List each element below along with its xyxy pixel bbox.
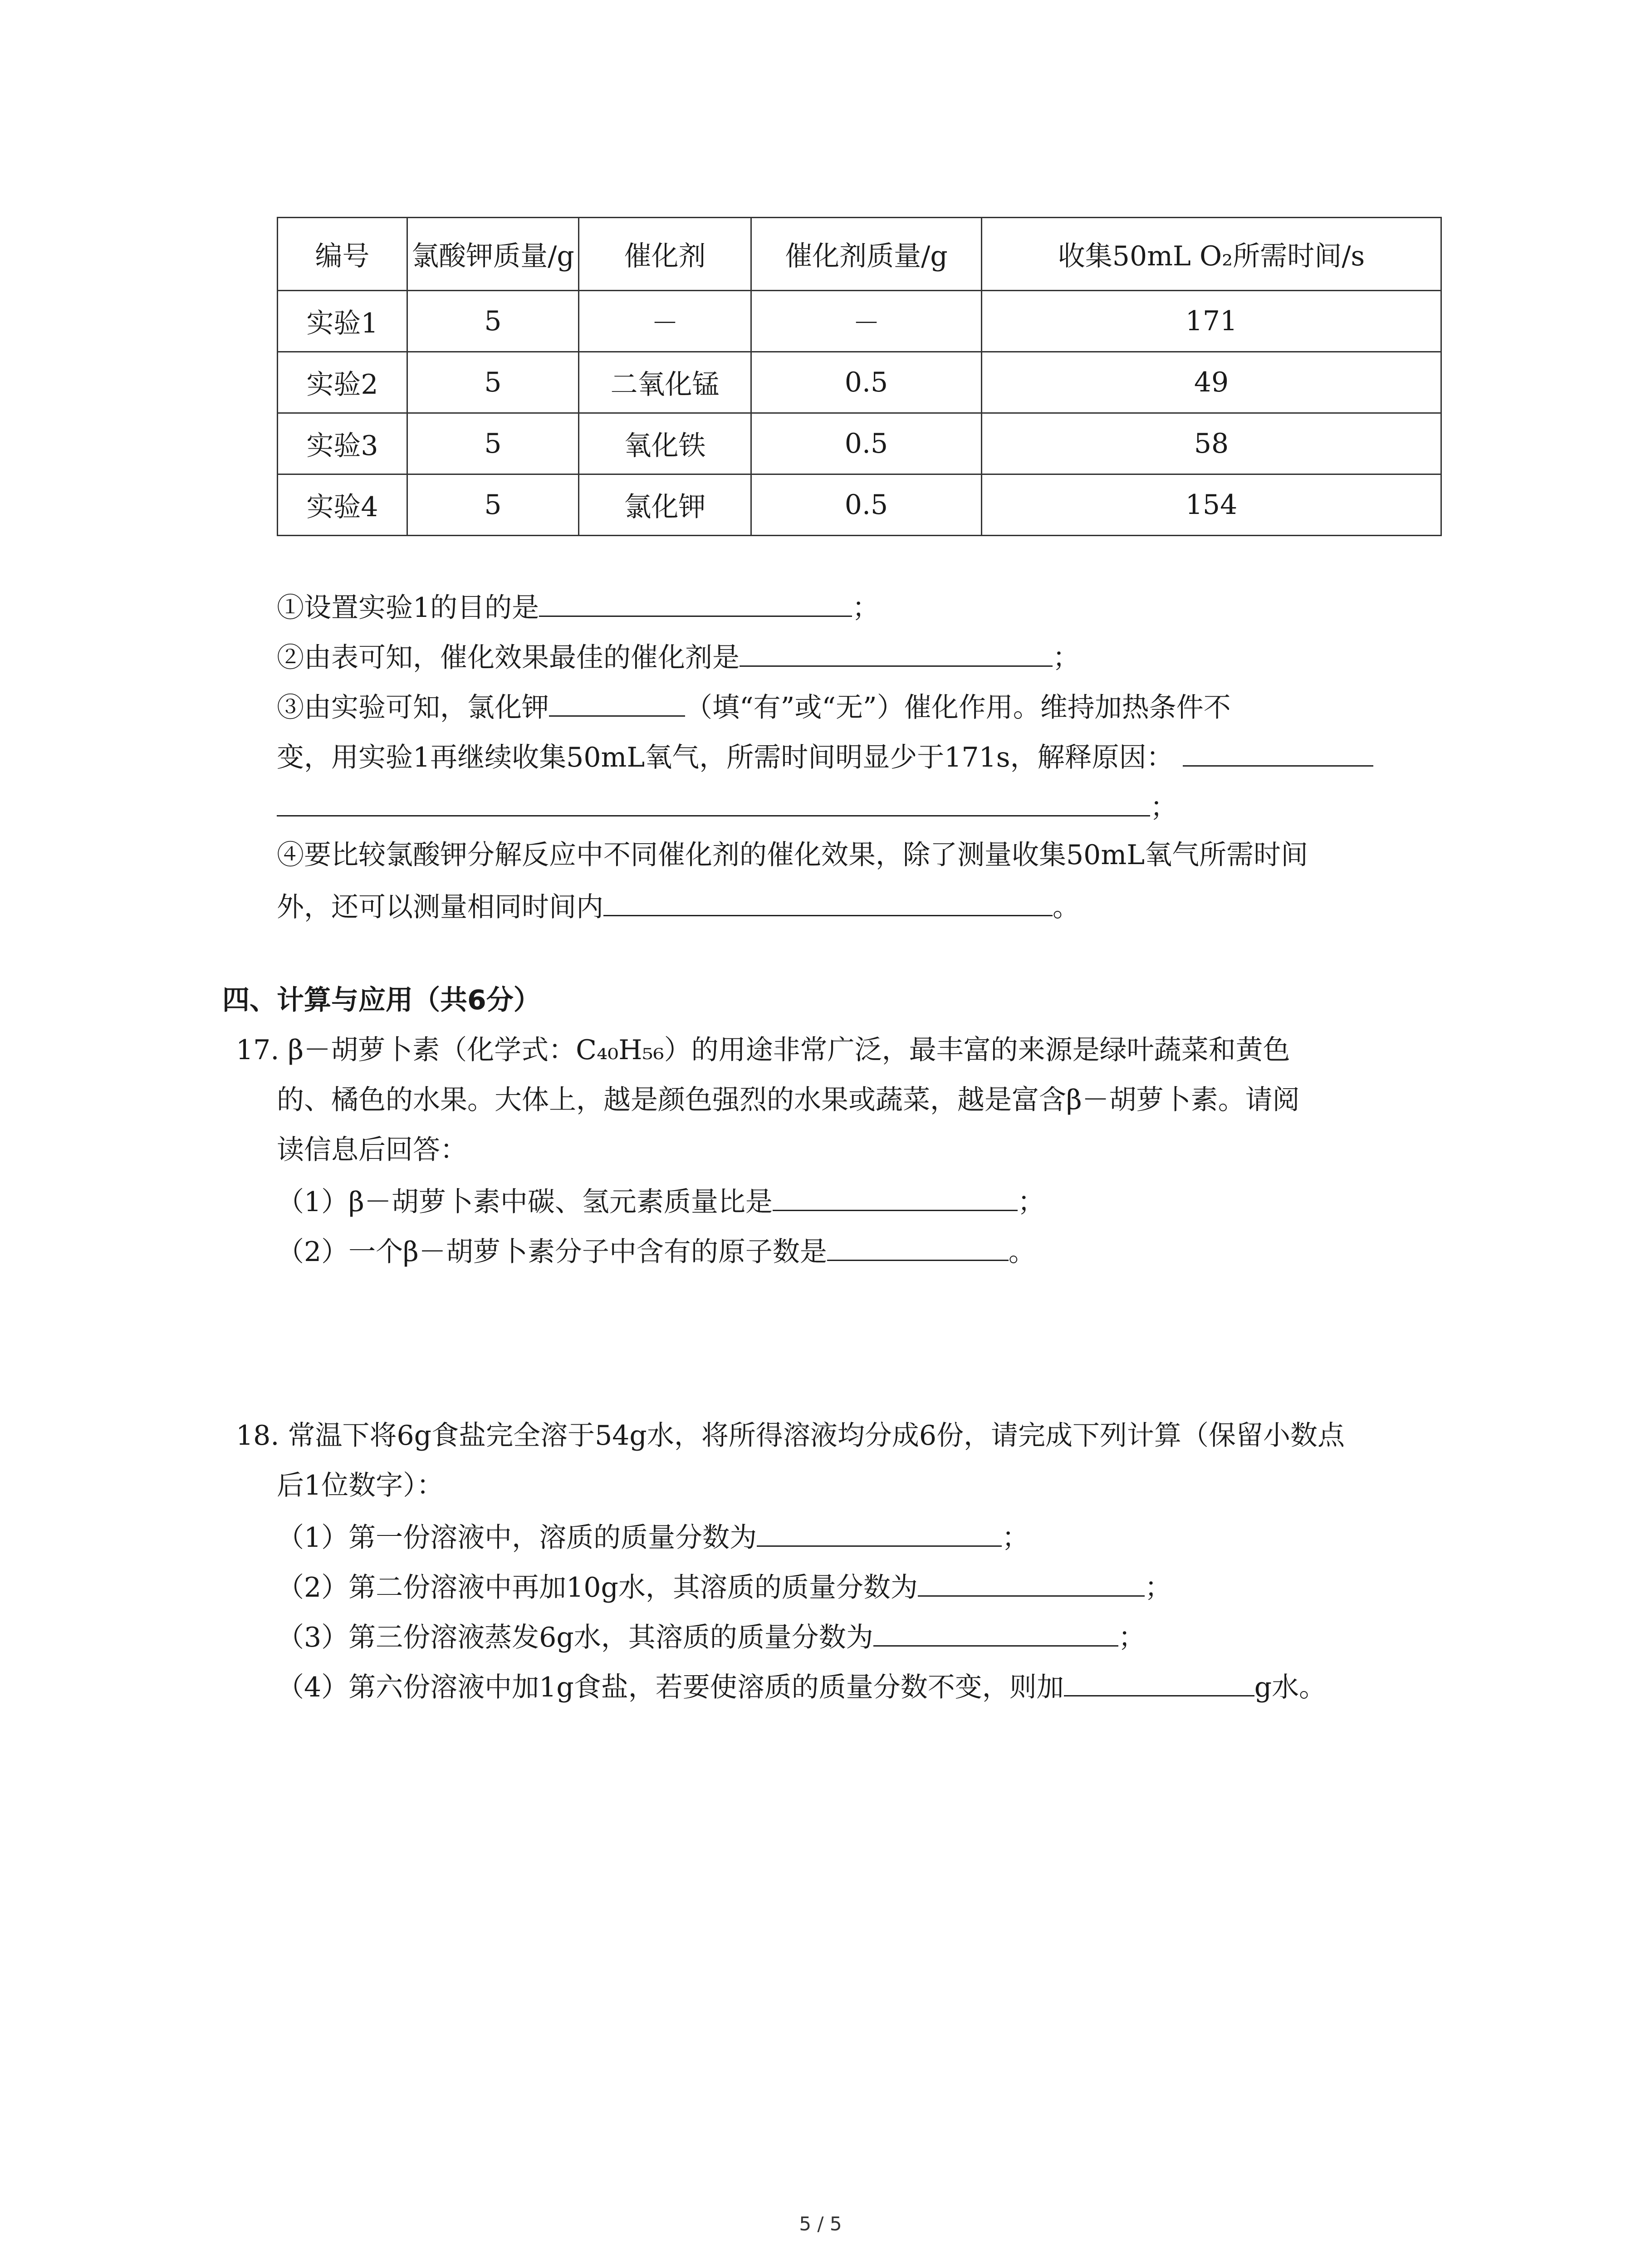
page-number: 5 / 5: [799, 2213, 842, 2235]
table-cell: 实验1: [278, 291, 407, 352]
table-header-row: [278, 218, 1441, 291]
q18-part1-text: （1）第一份溶液中，溶质的质量分数为: [277, 1522, 757, 1554]
q17-part2-text: （2）一个β－胡萝卜素分子中含有的原子数是: [277, 1236, 827, 1268]
table-cell: 氯化钾: [579, 474, 751, 536]
answer-blank[interactable]: [827, 1232, 1009, 1261]
q18-part1: [277, 1517, 1029, 1556]
q17-stem: 读信息后回答：: [277, 1134, 467, 1166]
answer-blank[interactable]: [603, 887, 1053, 916]
table-header-cell: 催化剂: [579, 218, 751, 291]
table-header-cell: 收集50mL O₂所需时间/s: [982, 218, 1441, 291]
table-row: [278, 352, 1441, 413]
punctuation: ；: [1017, 1186, 1045, 1218]
answer-blank[interactable]: [873, 1617, 1118, 1647]
punctuation: ；: [1150, 792, 1177, 823]
punctuation: ；: [852, 592, 880, 624]
q18-part2-text: （2）第二份溶液中再加10g水，其溶质的质量分数为: [277, 1572, 918, 1603]
table-header-cell: 催化剂质量/g: [751, 218, 982, 291]
q18-stem: 后1位数字）：: [277, 1470, 444, 1501]
q17-part1-text: （1）β－胡萝卜素中碳、氢元素质量比是: [277, 1186, 773, 1218]
table-cell: 实验2: [278, 352, 407, 413]
table-cell: 0.5: [751, 352, 982, 413]
section-heading: 四、计算与应用（共6分）: [222, 984, 541, 1016]
q18-stem: 18. 常温下将6g食盐完全溶于54g水，将所得溶液均分成6份，请完成下列计算（保留小数点: [236, 1420, 1345, 1452]
answer-blank[interactable]: [740, 637, 1053, 667]
table-cell: 二氧化锰: [579, 352, 751, 413]
q18-part3-text: （3）第三份溶液蒸发6g水，其溶质的质量分数为: [277, 1622, 873, 1653]
answer-blank[interactable]: [539, 587, 852, 617]
experiment-table: [277, 217, 1442, 536]
table-cell: 实验3: [278, 413, 407, 474]
q17-part2: [277, 1232, 1036, 1270]
answer-blank[interactable]: [757, 1517, 1002, 1547]
q17-stem: 的、橘色的水果。大体上，越是颜色强烈的水果或蔬菜，越是富含β－胡萝卜素。请阅: [277, 1084, 1300, 1116]
punctuation: ；: [1144, 1572, 1172, 1603]
table-cell: 实验4: [278, 474, 407, 536]
answer-blank[interactable]: [773, 1182, 1018, 1211]
table-cell: 154: [982, 474, 1441, 536]
table-cell: 5: [407, 413, 579, 474]
table-header-cell: 编号: [278, 218, 407, 291]
q18-part4: [277, 1667, 1326, 1706]
punctuation: ；: [1053, 642, 1080, 674]
table-row: [278, 291, 1441, 352]
table-cell: 5: [407, 291, 579, 352]
table-cell: 171: [982, 291, 1441, 352]
q17-part1: [277, 1182, 1045, 1220]
table-cell: 氧化铁: [579, 413, 751, 474]
answer-blank[interactable]: [918, 1567, 1145, 1597]
answer-blank[interactable]: [1183, 737, 1373, 767]
q16-part3-text: （填“有”或“无”）催化作用。维持加热条件不: [685, 692, 1231, 723]
answer-blank[interactable]: [1064, 1667, 1254, 1696]
q16-part4-text: 外，还可以测量相同时间内: [277, 891, 603, 923]
table-row: [278, 474, 1441, 536]
punctuation: 。: [1008, 1236, 1036, 1268]
q16-part3-text: ③由实验可知，氯化钾: [277, 692, 549, 723]
punctuation: ；: [1118, 1622, 1146, 1653]
table-cell: 58: [982, 413, 1441, 474]
answer-blank[interactable]: [277, 787, 1150, 816]
punctuation: g水。: [1254, 1672, 1327, 1703]
q18-part2: [277, 1567, 1172, 1606]
q16-part4-text: ④要比较氯酸钾分解反应中不同催化剂的催化效果，除了测量收集50mL氧气所需时间: [277, 839, 1308, 871]
q16-part4-cont: [277, 887, 1080, 925]
q16-part3-text: 变，用实验1再继续收集50mL氧气，所需时间明显少于171s，解释原因：: [277, 742, 1174, 773]
q16-part1-text: ①设置实验1的目的是: [277, 592, 539, 624]
table-cell: 0.5: [751, 413, 982, 474]
table-cell: －: [751, 291, 982, 352]
table-cell: －: [579, 291, 751, 352]
q17-stem: 17. β－胡萝卜素（化学式：C₄₀H₅₆）的用途非常广泛，最丰富的来源是绿叶蔬菜和黄色: [236, 1034, 1290, 1066]
table-cell: 5: [407, 474, 579, 536]
q16-part4: [277, 837, 1308, 873]
answer-blank[interactable]: [549, 687, 685, 717]
punctuation: ；: [1002, 1522, 1029, 1554]
q16-part1: [277, 587, 879, 626]
q16-part3: [277, 687, 1231, 726]
q16-part2: [277, 637, 1080, 676]
q16-part3-cont: [277, 787, 1177, 826]
punctuation: 。: [1053, 891, 1080, 923]
q18-part3: [277, 1617, 1146, 1656]
table-cell: 5: [407, 352, 579, 413]
table-cell: 0.5: [751, 474, 982, 536]
table-header-cell: 氯酸钾质量/g: [407, 218, 579, 291]
q18-part4-text: （4）第六份溶液中加1g食盐，若要使溶质的质量分数不变，则加: [277, 1672, 1064, 1703]
table-row: [278, 413, 1441, 474]
q16-part3-cont: [277, 737, 1373, 776]
table-cell: 49: [982, 352, 1441, 413]
q16-part2-text: ②由表可知，催化效果最佳的催化剂是: [277, 642, 740, 674]
